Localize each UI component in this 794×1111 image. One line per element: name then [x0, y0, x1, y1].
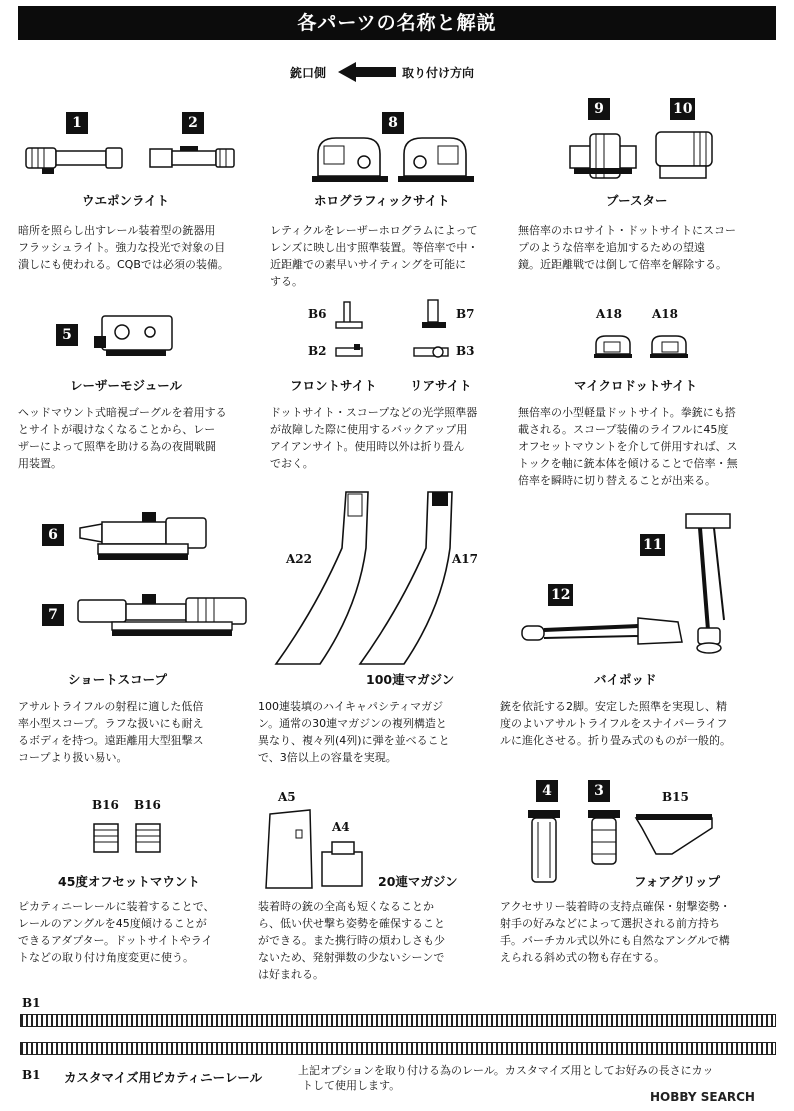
- part-number-6: 6: [42, 524, 64, 546]
- micro-dot-sight-1-icon: [592, 332, 634, 360]
- part-number-3: 3: [588, 780, 610, 802]
- label-b16-1: B16: [92, 798, 119, 812]
- label-a18-1: A18: [596, 307, 623, 321]
- offset-mount-desc: ピカティニーレールに装着することで、 レールのアングルを45度傾けることが できるアダプター。ドットサイトやライ トなどの取り付け角度変更に使う。: [18, 900, 215, 964]
- foregrip-desc: アクセサリー装着時の支持点確保・射撃姿勢・ 射手の好みなどによって選択される前方持ち 手。バーチカル式以外にも自然なアングルで構 えられる斜め式の物も存在する。: [500, 900, 731, 964]
- mag-20-heading: 20連マガジン: [378, 874, 458, 889]
- laser-module-desc: ヘッドマウント式暗視ゴーグルを着用する とサイトが覗けなくなることから、レー ザーによって照準を助ける為の夜間戦闘 用装置。: [18, 406, 227, 470]
- foregrip-heading: フォアグリップ: [634, 874, 721, 889]
- short-scope-6-icon: [72, 506, 212, 566]
- offset-mount-2-icon: [134, 822, 164, 856]
- holo-sight-alt-icon: [396, 132, 476, 184]
- front-sight-heading: フロントサイト: [290, 378, 377, 393]
- attach-direction-label: 取り付け方向: [402, 66, 475, 80]
- rear-sight-folded-icon: [418, 298, 450, 332]
- weapon-light-2-icon: [146, 140, 238, 176]
- part-number-7: 7: [42, 604, 64, 626]
- label-a22: A22: [286, 552, 313, 566]
- rear-sight-heading: リアサイト: [410, 378, 472, 393]
- page-title: 各パーツの名称と解説: [18, 6, 776, 40]
- picatinny-rail-bottom: [20, 1042, 776, 1055]
- booster-desc: 無倍率のホロサイト・ドットサイトにスコー プのような倍率を追加するための望遠 鏡。近距離戦では倒して倍率を解除する。: [518, 224, 737, 271]
- holo-sight-heading: ホログラフィックサイト: [314, 193, 450, 208]
- weapon-light-heading: ウエポンライト: [82, 193, 170, 208]
- short-scope-7-icon: [72, 590, 252, 646]
- mag-20-desc: 装着時の銃の全高も短くなることか ら、低い伏せ撃ち姿勢を確保すること ができる。また携行時の煩わしさも少 ないため、発射弾数の少ないシーンで は好まれる。: [258, 900, 445, 981]
- label-b2: B2: [308, 344, 327, 358]
- part-number-1: 1: [66, 112, 88, 134]
- iron-sight-desc: ドットサイト・スコープなどの光学照準器 が故障した際に使用するバックアップ用 アイアンサイト。使用時以外は折り畳ん でおく。: [270, 406, 478, 470]
- part-number-12: 12: [548, 584, 573, 606]
- short-scope-desc: アサルトライフルの射程に適した低倍 率小型スコープ。ラフな扱いにも耐え るボディを持つ。遠距離用大型狙撃ス コープより扱い易い。: [18, 700, 204, 764]
- offset-mount-heading: 45度オフセットマウント: [58, 874, 200, 889]
- mag-100-heading: 100連マガジン: [366, 672, 455, 687]
- part-number-5: 5: [56, 324, 78, 346]
- laser-module-heading: レーザーモジュール: [70, 378, 183, 393]
- label-b6: B6: [308, 307, 327, 321]
- mag-20-a5-icon: [262, 808, 318, 892]
- holo-sight-icon: [310, 132, 390, 184]
- label-b1-top: B1: [22, 996, 41, 1010]
- rail-desc: 上記オプションを取り付ける為のレール。カスタマイズ用としてお好みの長さにカッ トして使用します。: [298, 1064, 714, 1092]
- direction-arrow-icon: [338, 62, 398, 82]
- part-number-11: 11: [640, 534, 665, 556]
- bipod-heading: バイポッド: [594, 672, 657, 687]
- foregrip-vertical-long-icon: [524, 808, 564, 888]
- watermark: HOBBY SEARCH: [650, 1090, 755, 1104]
- short-scope-heading: ショートスコープ: [68, 672, 168, 687]
- part-number-4: 4: [536, 780, 558, 802]
- weapon-light-1-icon: [22, 140, 126, 176]
- part-number-10: 10: [670, 98, 695, 120]
- label-a18-2: A18: [652, 307, 679, 321]
- offset-mount-1-icon: [92, 822, 122, 856]
- micro-dot-heading: マイクロドットサイト: [574, 378, 698, 393]
- mag-20-a4-icon: [318, 838, 366, 888]
- mag-100-desc: 100連装填のハイキャパシティマガジ ン。通常の30連マガジンの複列構造と 異なり、複々列(4列)に弾を並べること で、3倍以上の容量を実現。: [258, 700, 450, 764]
- part-number-9: 9: [588, 98, 610, 120]
- part-number-2: 2: [182, 112, 204, 134]
- label-b15: B15: [662, 790, 689, 804]
- bipod-desc: 銃を依託する2脚。安定した照準を実現し、精 度のよいアサルトライフルをスナイパーライフ ルに進化させる。折り畳み式のものが一般的。: [500, 700, 731, 747]
- booster-upright-icon: [650, 126, 720, 184]
- label-b7: B7: [456, 307, 475, 321]
- front-sight-folded-icon: [334, 300, 364, 332]
- booster-folded-icon: [566, 126, 640, 184]
- mag-100-a17-icon: [356, 488, 466, 668]
- picatinny-rail-top: [20, 1014, 776, 1027]
- label-b1-bottom: B1: [22, 1068, 41, 1082]
- label-a17: A17: [452, 552, 479, 566]
- foregrip-vertical-short-icon: [584, 808, 624, 870]
- rear-sight-icon: [412, 342, 452, 362]
- bipod-folded-icon: [518, 612, 688, 652]
- label-b16-2: B16: [134, 798, 161, 812]
- muzzle-side-label: 銃口側: [290, 66, 327, 80]
- holo-sight-desc: レティクルをレーザーホログラムによって レンズに映し出す照準装置。等倍率で中・ 近距離での素早いサイティングを可能に する。: [270, 224, 479, 288]
- weapon-light-desc: 暗所を照らし出すレール装着型の銃器用 フラッシュライト。強力な投光で対象の目 潰しにも使われる。CQBでは必須の装備。: [18, 224, 229, 271]
- micro-dot-desc: 無倍率の小型軽量ドットサイト。拳銃にも搭 載される。スコープ装備のライフルに45度 オフセットマウントを介して併用すれば、ス トックを軸に銃本体を傾けることで倍率・無 倍率を瞬時に切り替えることが出来る。: [518, 406, 738, 487]
- front-sight-icon: [334, 342, 366, 362]
- rail-heading: カスタマイズ用ピカティニーレール: [64, 1070, 263, 1085]
- foregrip-angled-icon: [632, 810, 716, 860]
- booster-heading: ブースター: [606, 193, 668, 208]
- label-a4: A4: [332, 820, 350, 834]
- micro-dot-sight-2-icon: [648, 332, 690, 360]
- label-a5: A5: [278, 790, 296, 804]
- laser-module-icon: [92, 310, 180, 360]
- part-number-8: 8: [382, 112, 404, 134]
- label-b3: B3: [456, 344, 475, 358]
